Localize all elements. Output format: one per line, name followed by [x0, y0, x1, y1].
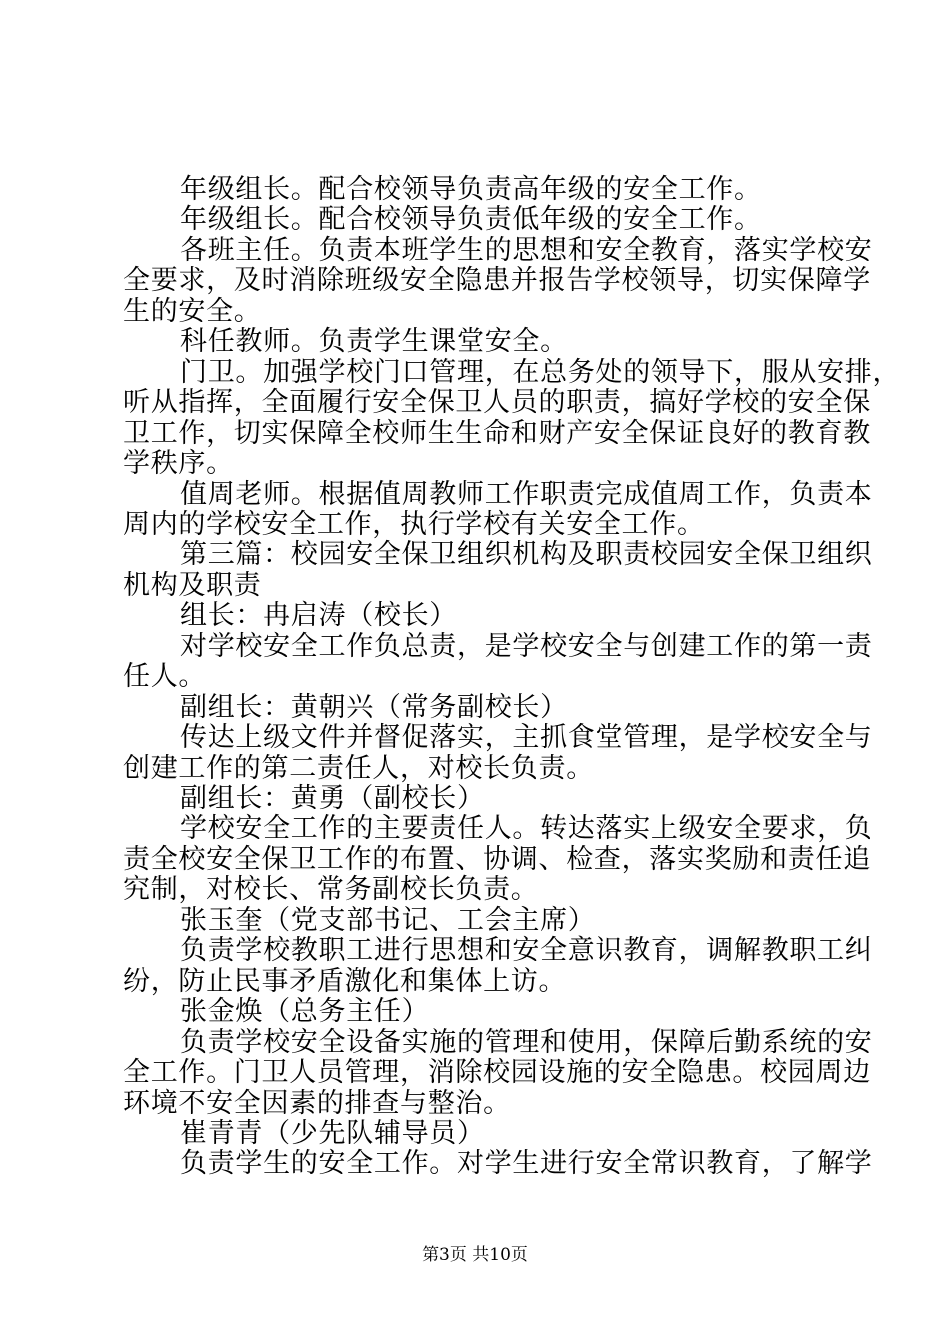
- paragraph-first-line: 年级组长。配合校领导负责高年级的安全工作。: [180, 174, 762, 205]
- paragraph-first-line: 值周老师。根据值周教师工作职责完成值周工作，负责本: [180, 478, 873, 510]
- paragraph-line: 机构及职责: [123, 569, 262, 601]
- paragraph-first-line: 对学校安全工作负总责，是学校安全与创建工作的第一责: [180, 630, 873, 662]
- paragraph-first-line: 崔青青（少先队辅导员）: [180, 1117, 485, 1149]
- paragraph-first-line: 学校安全工作的主要责任人。转达落实上级安全要求，负: [180, 813, 873, 845]
- paragraph-first-line: 门卫。加强学校门口管理，在总务处的领导下，服从安排，: [180, 356, 901, 388]
- paragraph-line: 卫工作，切实保障全校师生生命和财产安全保证良好的教育教: [123, 417, 871, 449]
- paragraph-line: 责全校安全保卫工作的布置、协调、检查，落实奖励和责任追: [123, 843, 871, 875]
- paragraph-first-line: 负责学校安全设备实施的管理和使用，保障后勤系统的安: [180, 1026, 873, 1058]
- page-footer: 第3页 共10页: [422, 1245, 528, 1265]
- paragraph-first-line: 各班主任。负责本班学生的思想和安全教育，落实学校安: [180, 234, 873, 266]
- paragraph-line: 听从指挥，全面履行安全保卫人员的职责，搞好学校的安全保: [123, 387, 871, 419]
- paragraph-first-line: 张玉奎（党支部书记、工会主席）: [180, 904, 596, 936]
- paragraph-first-line: 负责学生的安全工作。对学生进行安全常识教育，了解学: [180, 1148, 873, 1180]
- paragraph-line: 究制，对校长、常务副校长负责。: [123, 874, 539, 906]
- paragraph-first-line: 副组长：黄朝兴（常务副校长）: [180, 691, 568, 723]
- paragraph-line: 纷，防止民事矛盾激化和集体上访。: [123, 965, 567, 997]
- paragraph-line: 任人。: [123, 661, 207, 693]
- paragraph-first-line: 组长：冉启涛（校长）: [180, 600, 457, 632]
- paragraph-line: 全工作。门卫人员管理，消除校园设施的安全隐患。校园周边: [123, 1057, 871, 1089]
- paragraph-line: 生的安全。: [123, 295, 262, 327]
- paragraph-first-line: 科任教师。负责学生课堂安全。: [180, 326, 568, 358]
- paragraph-first-line: 第三篇：校园安全保卫组织机构及职责校园安全保卫组织: [180, 539, 873, 571]
- paragraph-first-line: 副组长：黄勇（副校长）: [180, 783, 485, 814]
- paragraph-first-line: 张金焕（总务主任）: [180, 996, 430, 1028]
- paragraph-line: 周内的学校安全工作，执行学校有关安全工作。: [123, 508, 705, 540]
- paragraph-first-line: 年级组长。配合校领导负责低年级的安全工作。: [180, 204, 762, 236]
- paragraph-line: 创建工作的第二责任人，对校长负责。: [123, 752, 594, 784]
- paragraph-line: 环境不安全因素的排查与整治。: [123, 1087, 511, 1119]
- paragraph-line: 全要求，及时消除班级安全隐患并报告学校领导，切实保障学: [123, 265, 871, 297]
- paragraph-line: 学秩序。: [123, 448, 234, 480]
- paragraph-first-line: 负责学校教职工进行思想和安全意识教育，调解教职工纠: [180, 935, 873, 967]
- paragraph-first-line: 传达上级文件并督促落实，主抓食堂管理，是学校安全与: [180, 722, 873, 754]
